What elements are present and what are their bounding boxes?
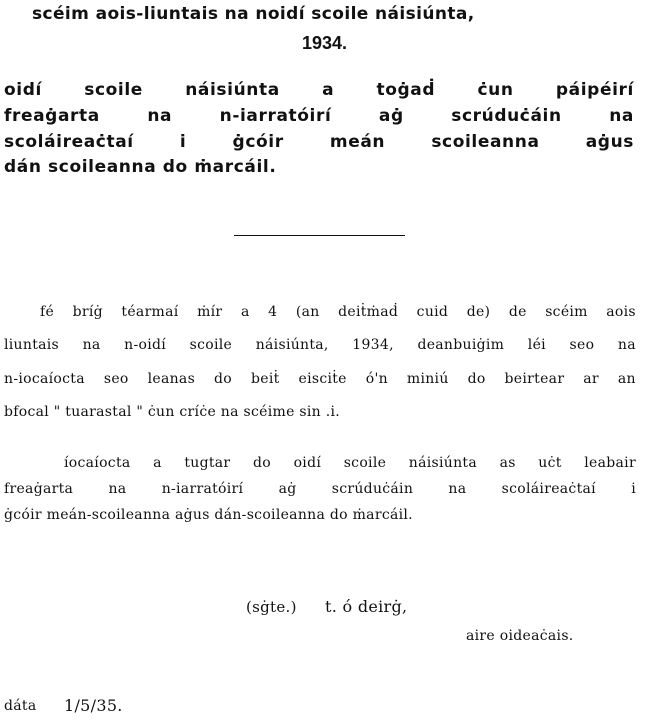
- word: scoile: [343, 455, 387, 471]
- word: a: [153, 455, 162, 471]
- word: na: [448, 481, 467, 497]
- word: oidí: [4, 80, 42, 100]
- word: do: [214, 371, 233, 387]
- word: scrúduċáin: [451, 106, 562, 126]
- word: íocaíocta: [64, 455, 131, 471]
- paragraph-1-line-4: bfocal " tuarastal " ċun críċe na scéime sin .i.: [4, 404, 341, 420]
- word: i: [631, 481, 636, 497]
- date-value: 1/5/35.: [64, 696, 123, 715]
- word: toġaḋ: [376, 80, 436, 100]
- word: deanbuiġim: [417, 337, 505, 353]
- word: liuntais: [4, 337, 60, 353]
- word: de: [508, 304, 527, 320]
- word: a: [240, 304, 250, 320]
- word: na: [82, 337, 101, 353]
- paragraph-1-line-3: [4, 371, 636, 387]
- word: scoláireaċtaí: [501, 481, 596, 497]
- word: scoláireaċtaí: [4, 132, 134, 152]
- document-title: scéim aois-liuntais na noidí scoile náisiúnta,: [32, 4, 475, 24]
- word: scrúduċáin: [331, 481, 414, 497]
- word: scéim: [545, 304, 588, 320]
- signature-prefix: (sġte.): [246, 598, 297, 616]
- word: eisciṫe: [298, 371, 347, 387]
- word: do: [252, 455, 271, 471]
- word: ṁír: [197, 304, 223, 320]
- word: téarmaí: [121, 304, 179, 320]
- subtitle-line-2: [4, 106, 634, 126]
- word: náisiúnta,: [255, 337, 329, 353]
- word: na: [617, 337, 636, 353]
- paragraph-2-line-1: [64, 455, 636, 471]
- word: scoile: [84, 80, 143, 100]
- word: páipéirí: [555, 80, 634, 100]
- word: aġus: [585, 132, 634, 152]
- word: leanas: [147, 371, 196, 387]
- subtitle-line-3: [4, 132, 634, 152]
- word: beirtear: [504, 371, 565, 387]
- word: ó'n: [365, 371, 388, 387]
- word: freaġarta: [4, 106, 100, 126]
- paragraph-1-line-1: [40, 304, 636, 320]
- word: as: [499, 455, 516, 471]
- word: de): [466, 304, 491, 320]
- word: tugtar: [184, 455, 231, 471]
- word: oidí: [293, 455, 322, 471]
- word: miniú: [406, 371, 449, 387]
- word: n-oidí: [124, 337, 167, 353]
- word: scoileanna: [431, 132, 540, 152]
- word: scoile: [189, 337, 233, 353]
- word: uċt: [538, 455, 562, 471]
- word: náisiúnta: [408, 455, 477, 471]
- word: na: [609, 106, 634, 126]
- word: ċun: [477, 80, 514, 100]
- signature-role: aire oideaċais.: [466, 628, 574, 644]
- word: n-iarratóirí: [219, 106, 332, 126]
- word: bríġ: [72, 304, 103, 320]
- subtitle-line-1: [4, 80, 634, 100]
- document-year: 1934.: [302, 33, 348, 53]
- word: ġcóir: [232, 132, 284, 152]
- word: 1934,: [352, 337, 394, 353]
- word: aois: [606, 304, 636, 320]
- word: fé: [40, 304, 55, 320]
- paragraph-1-line-2: [4, 337, 636, 353]
- word: aġ: [278, 481, 297, 497]
- divider-rule: [234, 235, 405, 236]
- word: leabair: [584, 455, 636, 471]
- word: seo: [569, 337, 595, 353]
- word: do: [467, 371, 486, 387]
- word: 4: [268, 304, 278, 320]
- word: meán: [329, 132, 386, 152]
- paragraph-2-line-2: [4, 481, 636, 497]
- word: n-iarratóirí: [161, 481, 244, 497]
- word: a: [322, 80, 335, 100]
- word: an: [617, 371, 636, 387]
- word: na: [147, 106, 173, 126]
- signature-name: t. ó deirġ,: [325, 597, 408, 616]
- word: (an: [295, 304, 320, 320]
- subtitle-line-4: dán scoileanna do ṁarcáil.: [4, 157, 277, 177]
- date-label: dáta: [4, 698, 37, 714]
- word: seo: [103, 371, 129, 387]
- word: na: [108, 481, 127, 497]
- word: i: [179, 132, 187, 152]
- paragraph-2-line-3: ġcóir meán-scoileanna aġus dán-scoileanna do ṁarcáil.: [4, 507, 413, 523]
- word: cuid: [416, 304, 449, 320]
- word: n-iocaíocta: [4, 371, 85, 387]
- word: deiṫṁaḋ: [338, 304, 399, 320]
- word: náisiúnta: [185, 80, 280, 100]
- word: aġ: [378, 106, 404, 126]
- word: beiṫ: [250, 371, 280, 387]
- word: léi: [527, 337, 546, 353]
- word: ar: [583, 371, 599, 387]
- word: freaġarta: [4, 481, 74, 497]
